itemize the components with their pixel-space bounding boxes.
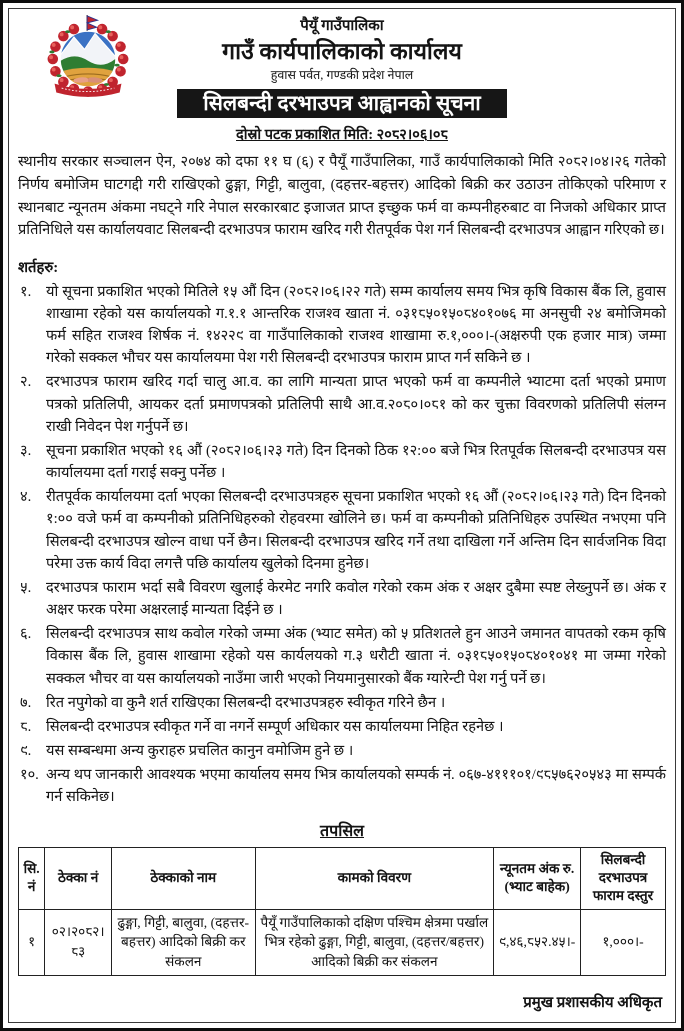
intro-paragraph: स्थानीय सरकार सञ्चालन ऐन, २०७४ को दफा ११ घ (६) र पैयूँ गाउँपालिका, गाउँ कार्यपालिकाको मिति २०८२।०४।२६ गतेको निर्णय बमोजिम घाटगद्दी गरी राखिएको ढुङ्गा, गिट्टी, बालुवा, (दहत्तर-बहत्तर) आदिको बिक्री कर उठाउन तोकिएको परिमाण र स्थानबाट न्यूनतम अंकमा नघट्ने गरि नेपाल सरकारबाट इजाजत प्राप्त इच्छुक फर्म वा कम्पनीहरुबाट वा निजको अधिकार प्राप्त प्रतिनिधिले यस कार्यालयवाट सिलबन्दी दरभाउपत्र फाराम खरिद गरी रीतपूर्वक पेश गर्न सिलबन्दी दरभाउपत्र आह्वान गरिएको छ। — [18, 154, 666, 239]
notice-title-banner: सिलबन्दी दरभाउपत्र आह्वानको सूचना — [177, 89, 507, 118]
condition-text: रीतपूर्वक कार्यालयमा दर्ता भएका सिलबन्दी दरभाउपत्रहरु सूचना प्रकाशित भएको १६ औं (२०८२।०६।२३ गते) दिन दिनको १:०० वजे फर्म वा कम्पनीको प्रतिनिधिहरुको रोहवरमा खोलिने छ। फर्म वा कम्पनीको प्रतिनिधिहरु उपस्थित नभएमा पनि सिलबन्दी दरभाउपत्र खोल्न वाधा पर्ने छैन। सिलबन्दी दरभाउपत्र खरिद गर्ने तथा दाखिला गर्ने अन्तिम दिन सार्वजनिक विदा परेमा उक्त कार्य विदा लगत्तै पछि कार्यालय खुलेको दिनमा हुनेछ। — [46, 489, 666, 572]
cell-minimum-amount: ९,४६,८५२.४५।- — [494, 909, 581, 975]
condition-text: अन्य थप जानकारी आवश्यक भएमा कार्यालय समय भित्र कार्यालयको सम्पर्क नं. ०६७-४१११०१/९८५७६२०५४३ मा सम्पर्क गर्न सकिनेछ। — [46, 767, 666, 806]
municipality-name: पैयूँ गाउँपालिका — [300, 18, 384, 34]
condition-number: ९. — [20, 743, 32, 760]
condition-item-8 — [18, 716, 666, 738]
condition-item-7 — [18, 692, 666, 714]
table-row — [19, 909, 666, 975]
header-work-description: कामको विवरण — [255, 847, 494, 909]
cell-contract-name: ढुङ्गा, गिट्टी, बालुवा, (दहत्तर-बहत्तर) आदिको बिक्री कर संकलन — [112, 909, 256, 975]
conditions-heading: शर्तहरु: — [18, 259, 59, 276]
condition-number: ७. — [20, 694, 32, 711]
condition-item-2 — [18, 371, 666, 438]
header-contract-no: ठेक्का नं — [45, 847, 112, 909]
schedule-table — [18, 847, 666, 976]
schedule-heading: तपसिल — [319, 822, 365, 840]
header-minimum-amount: न्यूनतम अंक रु. (भ्याट बाहेक) — [494, 847, 581, 909]
office-name: गाउँ कार्यपालिकाको कार्यालय — [222, 39, 462, 64]
condition-text: रित नपुगेको वा कुनै शर्त राखिएका सिलबन्दी दरभाउपत्रहरु स्वीकृत गरिने छैन । — [46, 694, 446, 711]
condition-text: दरभाउपत्र फाराम खरिद गर्दा चालु आ.व. का लागि मान्यता प्राप्त भएको फर्म वा कम्पनीले भ्याटमा दर्ता भएको प्रमाण पत्रको प्रतिलिपी, आयकर दर्ता प्रमाणपत्रको प्रतिलिपी साथै आ.व.२०८०।०८१ को कर चुक्ता विवरणको प्रतिलिपी संलग्न राखी निवेदन पेश गर्नुपर्ने छ। — [46, 374, 666, 435]
document-header — [18, 13, 666, 145]
condition-text: सिलबन्दी दरभाउपत्र स्वीकृत गर्ने वा नगर्ने सम्पूर्ण अधिकार यस कार्यालयमा निहित रहनेछ । — [46, 718, 504, 735]
condition-item-6 — [18, 623, 666, 690]
condition-number: १. — [20, 283, 32, 300]
condition-item-1 — [18, 281, 666, 370]
condition-item-5 — [18, 577, 666, 621]
nepal-flag-icon — [87, 15, 98, 31]
table-header-row — [19, 847, 666, 909]
condition-number: ५. — [20, 579, 32, 596]
condition-item-9 — [18, 740, 666, 762]
condition-text: दरभाउपत्र फाराम भर्दा सबै विवरण खुलाई केरमेट नगरि कवोल गरेको रकम अंक र अक्षर दुबैमा स्पष्ट लेख्नुपर्ने छ। अंक र अक्षर फरक परेमा अक्षरलाई मान्यता दिईने छ । — [46, 579, 666, 619]
condition-number: ६. — [20, 626, 32, 643]
condition-number: ८. — [20, 718, 32, 735]
document-border-frame — [8, 8, 676, 1023]
cell-contract-no: ०२।२०८२।८३ — [45, 909, 112, 975]
condition-number: ३. — [20, 442, 32, 459]
condition-item-10 — [18, 764, 666, 808]
header-contract-name: ठेक्काको नाम — [112, 847, 256, 909]
condition-item-3 — [18, 440, 666, 484]
nepal-coat-of-arms-icon — [34, 15, 142, 103]
office-address: हुवास पर्वत, गण्डकी प्रदेश नेपाल — [270, 68, 414, 82]
condition-text: यस सम्बन्धमा अन्य कुराहरु प्रचलित कानुन वमोजिम हुने छ । — [46, 743, 354, 760]
published-date-line: दोस्रो पटक प्रकाशित मिति: २०८२।०६।०८ — [236, 127, 448, 143]
condition-text: सिलबन्दी दरभाउपत्र साथ कवोल गरेको जम्मा अंक (भ्याट समेत) को ५ प्रतिशतले हुन आउने जमानत वापतको रकम कृषि विकास बैंक लि, हुवास शाखामा रहेको यस कार्यलयको ग.३ धरौटी खाता नं. ०३१८५०१५०८४०१०४१ मा जम्मा गरेको सक्कल भौचर वा यस कार्यालयको नाउँमा जारी भएको नियमानुसारको बैंक ग्यारेन्टी पेश गर्नु पर्ने छ। — [46, 626, 666, 687]
condition-item-4 — [18, 486, 666, 575]
cell-form-fee: १,०००।- — [581, 909, 666, 975]
condition-number: ४. — [20, 489, 32, 506]
cell-work-description: पैयूँ गाउँपालिकाको दक्षिण पश्चिम क्षेत्रमा पर्खाल भित्र रहेको ढुङ्गा, गिट्टी, बालुवा, (दहत्तर/बहत्तर) आदिको बिक्री कर संकलन — [255, 909, 494, 975]
header-serial-no: सि. नं — [19, 847, 45, 909]
condition-number: १०. — [20, 767, 39, 784]
header-form-fee: सिलबन्दी दरभाउपत्र फाराम दस्तुर — [581, 847, 666, 909]
condition-text: यो सूचना प्रकाशित भएको मितिले १५ औं दिन (२०८२।०६।२२ गते) सम्म कार्यालय समय भित्र कृषि विकास बैंक लि, हुवास शाखामा रहेको यस कार्यालयको ग.१.१ आन्तरिक राजश्व खाता नं. ०३१८५०१५०८४०१०७६ मा अनसुची २४ बमोजिमको फर्म सहित राजश्व शिर्षक नं. १४२२९ वा गाउँपालिकाको राजश्व शाखामा रु.१,०००।-(अक्षरुपी एक हजार मात्र) जम्मा गरेको सक्कल भौचर यस कार्यालयमा पेश गरी सिलबन्दी दरभाउपत्र फाराम प्राप्त गर्न सकिने छ । — [46, 283, 666, 367]
signature-title: प्रमुख प्रशासकीय अधिकृत — [523, 994, 662, 1011]
condition-number: २. — [20, 374, 32, 391]
cell-serial-no: १ — [19, 909, 45, 975]
condition-text: सूचना प्रकाशित भएको १६ औं (२०८२।०६।२३ गते) दिन दिनको ठिक १२:०० बजे भित्र रितपूर्वक सिलबन्दी दरभाउपत्र यस कार्यालयमा दर्ता गराई सक्नु पर्नेछ । — [46, 442, 666, 482]
